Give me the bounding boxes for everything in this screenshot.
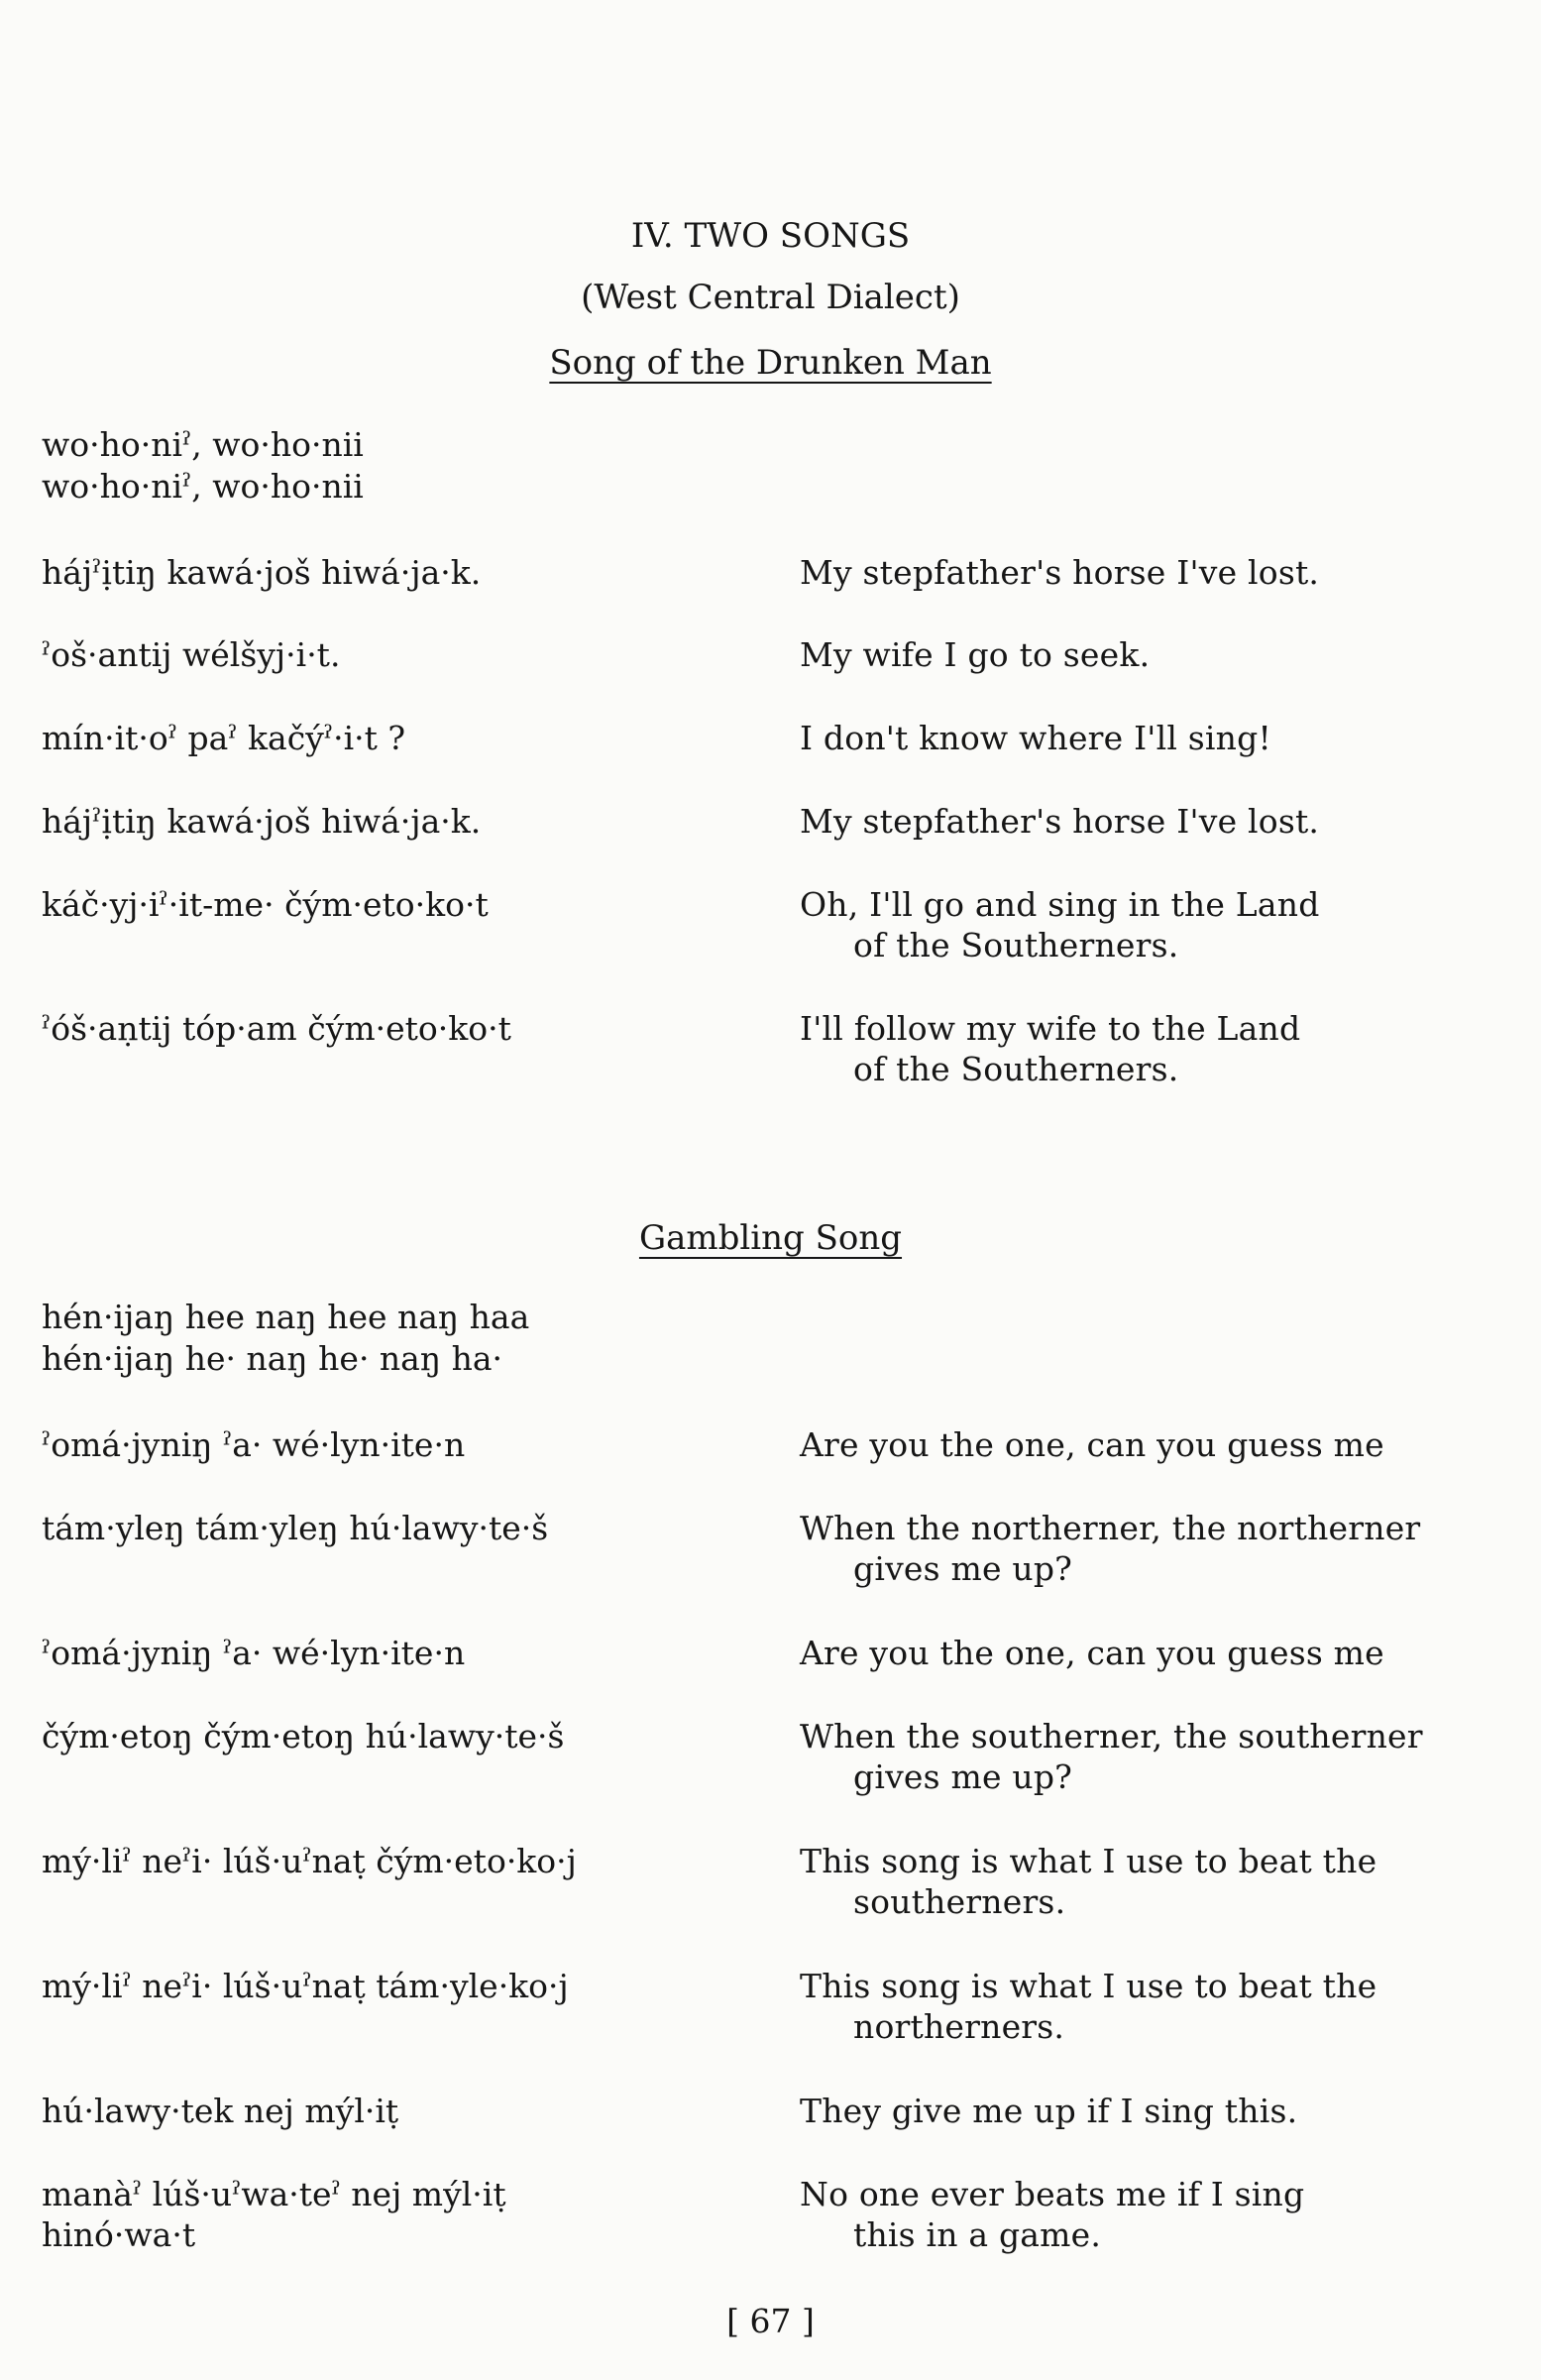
english-line-continued: northerners. xyxy=(853,2007,1065,2046)
song2-title: Gambling Song xyxy=(638,1218,903,1258)
english-line-continued: of the Southerners. xyxy=(853,1050,1179,1088)
english-line-continued: this in a game. xyxy=(853,2215,1102,2254)
english-line: My stepfather's horse I've lost. xyxy=(800,802,1320,841)
english-line: I'll follow my wife to the Land xyxy=(800,1009,1301,1048)
english-line: Are you the one, can you guess me xyxy=(800,1425,1384,1464)
english-translation xyxy=(800,1716,1493,1797)
english-translation xyxy=(800,1424,1493,1465)
chapter-title: IV. TWO SONGS xyxy=(630,216,911,256)
native-line: hájˀịtiŋ kawá·još hiwá·ja·k. xyxy=(42,802,482,841)
english-translation xyxy=(800,884,1493,965)
english-line: No one ever beats me if I sing xyxy=(800,2175,1305,2213)
song2-refrain-line: hén·ijaŋ hee naŋ hee naŋ haa xyxy=(42,1298,530,1336)
english-line: Oh, I'll go and sing in the Land xyxy=(800,885,1320,924)
english-line: This song is what I use to beat the xyxy=(800,1842,1377,1880)
english-line: Are you the one, can you guess me xyxy=(800,1634,1384,1672)
english-translation xyxy=(800,2091,1493,2131)
english-translation xyxy=(800,1633,1493,1673)
song1-title-wrap xyxy=(0,343,1541,383)
english-translation xyxy=(800,1841,1493,1922)
native-line: ˀóš·aṇtij tóp·am čým·eto·ko·t xyxy=(42,1009,511,1048)
native-line: čým·etoŋ čým·etoŋ hú·lawy·te·š xyxy=(42,1717,565,1756)
english-translation xyxy=(800,2174,1493,2255)
native-line: hájˀịtiŋ kawá·još hiwá·ja·k. xyxy=(42,553,482,592)
english-translation xyxy=(800,1008,1493,1089)
english-line-continued: gives me up? xyxy=(853,1757,1073,1796)
english-line: This song is what I use to beat the xyxy=(800,1967,1377,2005)
song2-title-wrap xyxy=(0,1218,1541,1258)
english-line-continued: gives me up? xyxy=(853,1549,1073,1588)
english-line: My wife I go to seek. xyxy=(800,635,1151,674)
english-line-continued: southerners. xyxy=(853,1882,1066,1921)
native-line: manàˀ lúš·uˀwa·teˀ nej mýl·iṭ hinó·wa·t xyxy=(42,2175,506,2254)
english-line: They give me up if I sing this. xyxy=(800,2092,1298,2130)
native-line: ˀomá·jyniŋ ˀa· wé·lyn·ite·n xyxy=(42,1425,466,1464)
native-line: mín·it·oˀ paˀ kačýˀ·i·t ? xyxy=(42,719,406,757)
english-line: My stepfather's horse I've lost. xyxy=(800,553,1320,592)
english-translation xyxy=(800,634,1493,675)
english-translation xyxy=(800,552,1493,593)
english-translation xyxy=(800,801,1493,842)
song1-refrain-line: wo·ho·niˀ, wo·ho·nii xyxy=(42,467,364,506)
native-line: káč·yj·iˀ·it-me· čým·eto·ko·t xyxy=(42,885,489,924)
dialect-subtitle: (West Central Dialect) xyxy=(581,278,960,317)
english-translation xyxy=(800,1508,1493,1589)
song1-refrain xyxy=(42,424,364,508)
english-translation xyxy=(800,1966,1493,2047)
page-number: [ 67 ] xyxy=(726,2302,815,2340)
english-translation xyxy=(800,718,1493,758)
song2-refrain xyxy=(42,1297,529,1380)
song2-refrain-line: hén·ijaŋ he· naŋ he· naŋ ha· xyxy=(42,1339,503,1378)
native-line: mý·liˀ neˀi· lúš·uˀnaṭ čým·eto·ko·j xyxy=(42,1842,577,1880)
native-line: ˀomá·jyniŋ ˀa· wé·lyn·ite·n xyxy=(42,1634,466,1672)
native-line: hú·lawy·tek nej mýl·iṭ xyxy=(42,2092,399,2130)
english-line-continued: of the Southerners. xyxy=(853,926,1179,964)
native-line: mý·liˀ neˀi· lúš·uˀnaṭ tám·yle·ko·j xyxy=(42,1967,569,2005)
native-line: tám·yleŋ tám·yleŋ hú·lawy·te·š xyxy=(42,1509,549,1547)
english-line: I don't know where I'll sing! xyxy=(800,719,1271,757)
song1-refrain-line: wo·ho·niˀ, wo·ho·nii xyxy=(42,425,364,464)
english-line: When the northerner, the northerner xyxy=(800,1509,1421,1547)
song1-title: Song of the Drunken Man xyxy=(549,343,992,383)
english-line: When the southerner, the southerner xyxy=(800,1717,1423,1756)
native-line: ˀoš·antij wélšyj·i·t. xyxy=(42,635,341,674)
